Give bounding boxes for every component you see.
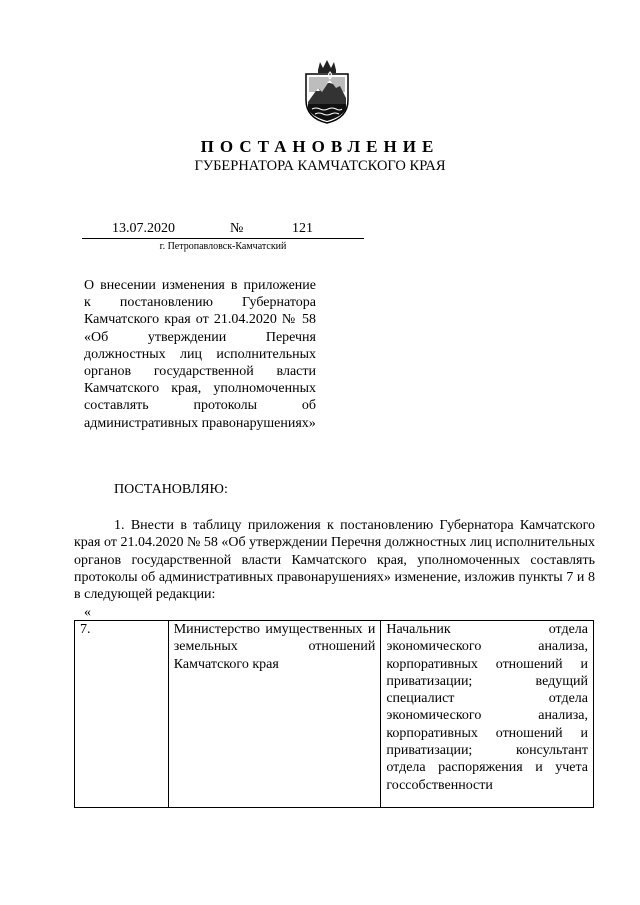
table-row (75, 621, 594, 808)
decree-word: ПОСТАНОВЛЯЮ: (114, 482, 228, 497)
issuer-title: ГУБЕРНАТОРА КАМЧАТСКОГО КРАЯ (194, 158, 446, 174)
issue-city: г. Петропавловск-Камчатский (159, 241, 287, 252)
executive-body: Министерство имущественных и земельных отношений Камчатского края (168, 621, 381, 808)
paragraph-1: 1. Внести в таблицу приложения к постановлению Губернатора Камчатского края от 21.04.2020 № 58 «Об утверждении Перечня должностных лиц исполнительных органов государственной власти Камчатского края, уполномоченных составлять протоколы об административных правонарушениях» изменение, изложив пункты 7 и 8 в следующей редакции: (74, 518, 595, 603)
officials-table (74, 620, 594, 808)
document-title: ПОСТАНОВЛЕНИЕ (200, 137, 440, 156)
row-number: 7. (75, 621, 169, 808)
opening-quote: « (84, 605, 91, 620)
authorized-officials: Начальник отдела экономического анализа, корпоративных отношений и приватизации; ведущий специалист отдела экономического анализа, корпоративных отношений и приватизации; консультант отдела распоряжения и учета госсобственности (381, 621, 594, 808)
document-subject: О внесении изменения в приложение к постановлению Губернатора Камчатского края от 21.04.2020 № 58 «Об утверждении Перечня должностных лиц исполнительных органов государственной власти Камчатского края, уполномоченных составлять протоколы об административных правонарушениях» (84, 278, 316, 431)
document-number: 121 (292, 221, 313, 236)
coat-of-arms-icon (300, 60, 354, 124)
registration-underline (82, 238, 364, 239)
number-sign: № (230, 221, 244, 236)
document-date: 13.07.2020 (112, 221, 175, 236)
